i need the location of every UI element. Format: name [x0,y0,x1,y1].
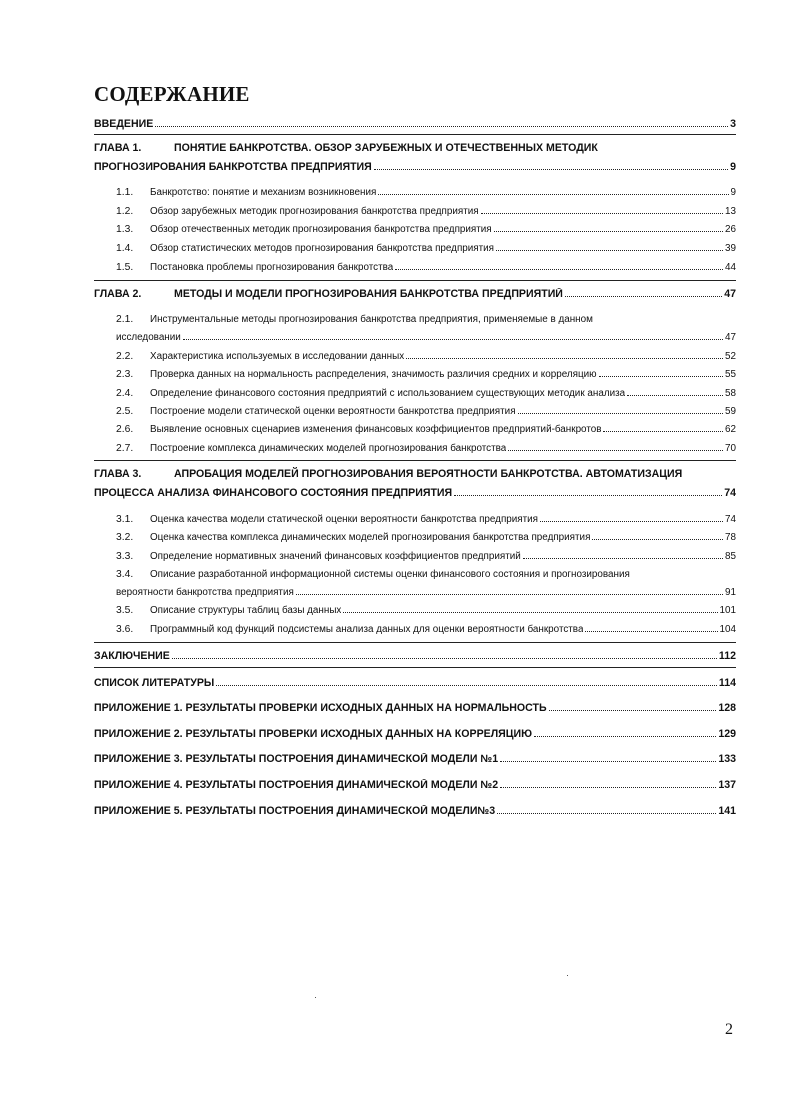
toc-entry-1-2[interactable] [150,206,736,217]
toc-entry-title: Оценка качества комплекса динамических моделей прогнозирования банкротства предприятия [150,532,591,543]
toc-page-number: 47 [725,332,736,343]
dot-leader [454,495,722,496]
toc-entry-3-6[interactable] [150,624,736,635]
dot-leader [378,194,728,195]
dot-leader [374,169,728,170]
toc-page-number: 112 [718,650,736,662]
section-number: 1.1. [116,187,134,198]
page-title: СОДЕРЖАНИЕ [94,82,250,106]
dot-leader [494,231,723,232]
toc-entry-1-5[interactable] [150,262,736,273]
toc-entry-2-4[interactable] [150,388,736,399]
dot-leader [603,431,723,432]
toc-entry-conclusion[interactable] [94,650,736,662]
toc-entry-title: Оценка качества модели статической оценки вероятности банкротства предприятия [150,514,539,525]
chapter-title-line1: АПРОБАЦИЯ МОДЕЛЕЙ ПРОГНОЗИРОВАНИЯ ВЕРОЯТНОСТИ БАНКРОТСТВА. АВТОМАТИЗАЦИЯ [174,468,683,480]
toc-page-number: 47 [724,288,736,300]
section-number: 2.1. [116,314,134,325]
chapter-label: ГЛАВА 2. [94,288,142,300]
toc-page-number: 74 [725,514,736,525]
toc-page-number: 55 [725,369,736,380]
dot-leader [216,685,717,686]
toc-entry-appendix-1[interactable] [94,702,736,714]
toc-entry-title: Обзор отечественных методик прогнозирования банкротства предприятия [150,224,492,235]
toc-entry-2-5[interactable] [150,406,736,417]
dot-leader [565,296,722,297]
dot-leader [540,521,723,522]
toc-entry-2-2[interactable] [150,351,736,362]
toc-page-number: 104 [719,624,736,635]
toc-entry-1-4[interactable] [150,243,736,254]
page-number: 2 [725,1021,733,1038]
chapter-label: ГЛАВА 1. [94,142,142,154]
toc-entry-3-2[interactable] [150,532,736,543]
dot-leader [155,126,728,127]
toc-entry-chapter-3[interactable] [94,487,736,499]
toc-entry-appendix-3[interactable] [94,753,736,765]
toc-entry-appendix-2[interactable] [94,728,736,740]
divider [94,280,736,281]
toc-entry-title: ПРИЛОЖЕНИЕ 4. РЕЗУЛЬТАТЫ ПОСТРОЕНИЯ ДИНАМИЧЕСКОЙ МОДЕЛИ №2 [94,779,499,791]
toc-entry-title: Обзор зарубежных методик прогнозирования банкротства предприятия [150,206,479,217]
dot-leader [627,395,723,396]
dot-leader [500,787,716,788]
divider [94,667,736,668]
chapter-title-line2: ПРОГНОЗИРОВАНИЯ БАНКРОТСТВА ПРЕДПРИЯТИЯ [94,161,372,173]
toc-page-number: 133 [718,753,736,765]
section-number: 1.4. [116,243,134,254]
toc-entry-title: Программный код функций подсистемы анализа данных для оценки вероятности банкротства [150,624,584,635]
toc-entry-title: Описание разработанной информационной системы оценки финансового состояния и прогнозирования [150,569,630,580]
section-number: 3.5. [116,605,134,616]
toc-page-number: 39 [725,243,736,254]
dot-leader [500,761,716,762]
toc-entry-title: ПРИЛОЖЕНИЕ 3. РЕЗУЛЬТАТЫ ПОСТРОЕНИЯ ДИНАМИЧЕСКОЙ МОДЕЛИ №1 [94,753,499,765]
dot-leader [523,558,723,559]
section-number: 2.5. [116,406,134,417]
dot-leader [406,358,723,359]
section-number: 2.3. [116,369,134,380]
toc-entry-title: Построение модели статической оценки вероятности банкротства предприятия [150,406,516,417]
section-number: 2.2. [116,351,134,362]
toc-entry-2-6[interactable] [150,424,736,435]
toc-page-number: 52 [725,351,736,362]
chapter-title-line1: ПОНЯТИЕ БАНКРОТСТВА. ОБЗОР ЗАРУБЕЖНЫХ И ОТЕЧЕСТВЕННЫХ МЕТОДИК [174,142,598,154]
toc-entry-chapter-1[interactable] [94,161,736,173]
toc-entry-1-3[interactable] [150,224,736,235]
toc-entry-title: Выявление основных сценариев изменения финансовых коэффициентов предприятий-банкротов [150,424,602,435]
toc-page-number: 3 [730,118,736,130]
section-number: 2.7. [116,443,134,454]
dot-leader [518,413,723,414]
toc-entry-title: Построение комплекса динамических моделей прогнозирования банкротства [150,443,507,454]
dot-leader [172,658,717,659]
toc-entry-title: Банкротство: понятие и механизм возникновения [150,187,377,198]
chapter-title-line2: ПРОЦЕССА АНАЛИЗА ФИНАНСОВОГО СОСТОЯНИЯ ПРЕДПРИЯТИЯ [94,487,453,499]
dot-leader [592,539,723,540]
toc-entry-title: Описание структуры таблиц базы данных [150,605,342,616]
toc-page-number: 114 [718,677,736,689]
dot-leader [343,612,717,613]
toc-page-number: 9 [730,187,736,198]
toc-entry-title: ПРИЛОЖЕНИЕ 2. РЕЗУЛЬТАТЫ ПРОВЕРКИ ИСХОДНЫХ ДАННЫХ НА КОРРЕЛЯЦИЮ [94,728,533,740]
scan-speck [315,997,316,998]
toc-entry-title: ЗАКЛЮЧЕНИЕ [94,650,170,662]
section-number: 1.5. [116,262,134,273]
toc-page-number: 91 [725,587,736,598]
toc-entry-title: Обзор статистических методов прогнозирования банкротства предприятия [150,243,495,254]
toc-page-number: 85 [725,551,736,562]
toc-entry-chapter-2[interactable] [174,288,736,300]
toc-entry-title: ПРИЛОЖЕНИЕ 5. РЕЗУЛЬТАТЫ ПОСТРОЕНИЯ ДИНАМИЧЕСКОЙ МОДЕЛИ№3 [94,805,496,817]
toc-page-number: 26 [725,224,736,235]
section-number: 3.2. [116,532,134,543]
toc-entry-1-1[interactable] [150,187,736,198]
section-number: 3.6. [116,624,134,635]
toc-entry-title: ВВЕДЕНИЕ [94,118,154,130]
dot-leader [296,594,723,595]
dot-leader [534,736,716,737]
toc-entry-3-5[interactable] [150,605,736,616]
dot-leader [183,339,723,340]
toc-entry-title: Определение финансового состояния предприятий с использованием существующих методик анализа [150,388,626,399]
dot-leader [497,813,716,814]
toc-entry-title: ПРИЛОЖЕНИЕ 1. РЕЗУЛЬТАТЫ ПРОВЕРКИ ИСХОДНЫХ ДАННЫХ НА НОРМАЛЬНОСТЬ [94,702,547,714]
toc-page-number: 58 [725,388,736,399]
toc-entry-3-4[interactable] [116,587,736,598]
dot-leader [585,631,717,632]
toc-page-number: 101 [719,605,736,616]
toc-page-number: 141 [718,805,736,817]
toc-page-number: 70 [725,443,736,454]
section-number: 2.6. [116,424,134,435]
toc-entry-2-1[interactable] [116,332,736,343]
toc-page-number: 78 [725,532,736,543]
toc-page-number: 137 [718,779,736,791]
toc-entry-3-1[interactable] [150,514,736,525]
dot-leader [508,450,723,451]
toc-page-number: 13 [725,206,736,217]
toc-entry-title: СПИСОК ЛИТЕРАТУРЫ [94,677,215,689]
toc-page-number: 59 [725,406,736,417]
divider [94,134,736,135]
divider [94,460,736,461]
toc-entry-title: Постановка проблемы прогнозирования банкротства [150,262,394,273]
toc-entry-2-3[interactable] [150,369,736,380]
toc-page-number: 44 [725,262,736,273]
toc-page-number: 62 [725,424,736,435]
dot-leader [549,710,717,711]
toc-entry-title: Определение нормативных значений финансовых коэффициентов предприятий [150,551,521,562]
divider [94,642,736,643]
toc-entry-title-cont: вероятности банкротства предприятия [116,587,294,598]
toc-entry-2-7[interactable] [150,443,736,454]
toc-page-number: 9 [730,161,736,173]
dot-leader [599,376,723,377]
scan-speck [567,975,568,976]
section-number: 3.4. [116,569,134,580]
dot-leader [395,269,723,270]
chapter-label: ГЛАВА 3. [94,468,142,480]
section-number: 3.3. [116,551,134,562]
toc-entry-references[interactable] [94,677,736,689]
dot-leader [496,250,723,251]
toc-entry-appendix-5[interactable] [94,805,736,817]
toc-entry-title: Проверка данных на нормальность распределения, значимость различия средних и корреляцию [150,369,597,380]
toc-page-number: 129 [718,728,736,740]
toc-entry-3-3[interactable] [150,551,736,562]
toc-page-number: 128 [718,702,736,714]
section-number: 1.2. [116,206,134,217]
toc-entry-title-cont: исследовании [116,332,181,343]
toc-entry-title: Характеристика используемых в исследовании данных [150,351,405,362]
dot-leader [481,213,723,214]
chapter-title-line1: МЕТОДЫ И МОДЕЛИ ПРОГНОЗИРОВАНИЯ БАНКРОТСТВА ПРЕДПРИЯТИЙ [174,288,563,300]
section-number: 3.1. [116,514,134,525]
toc-entry-title: Инструментальные методы прогнозирования банкротства предприятия, применяемые в данном [150,314,593,325]
section-number: 1.3. [116,224,134,235]
section-number: 2.4. [116,388,134,399]
toc-entry-appendix-4[interactable] [94,779,736,791]
toc-entry-intro[interactable] [94,118,736,130]
toc-page-number: 74 [724,487,736,499]
